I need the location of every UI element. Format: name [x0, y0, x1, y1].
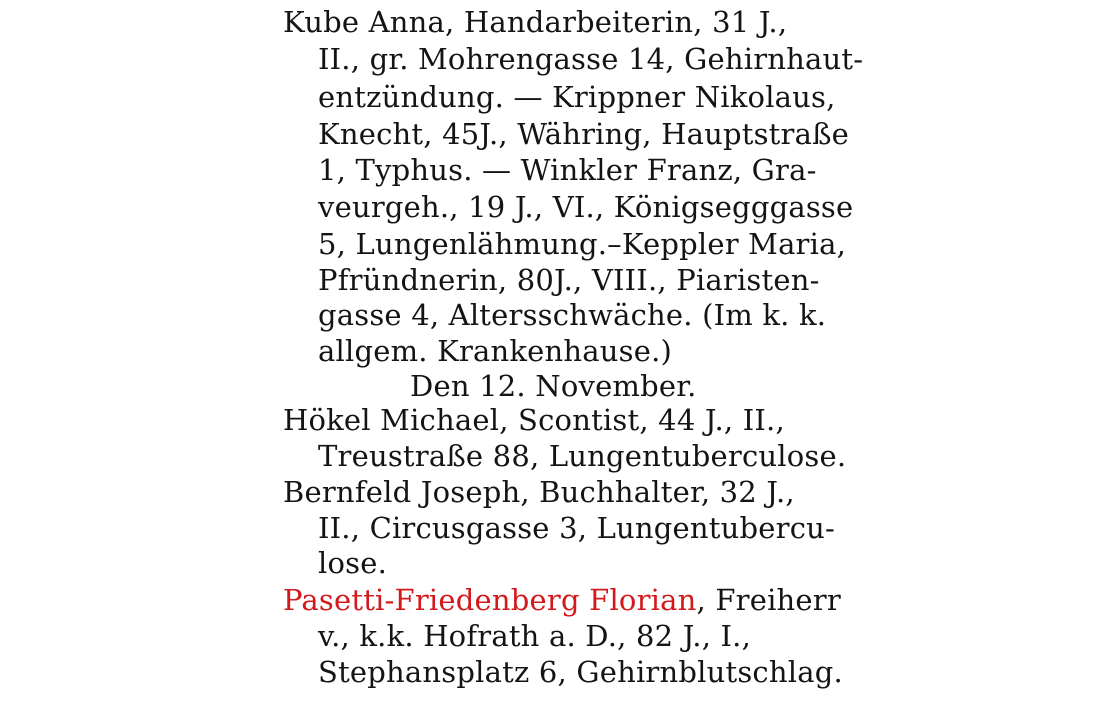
- entry-line-4: Knecht, 45J., Währing, Hauptstraße: [318, 117, 850, 151]
- entry-line-8: Pfründnerin, 80J., VIII., Piaristen-: [318, 263, 820, 297]
- highlighted-entry-line-3: Stephansplatz 6, Gehirnblutschlag.: [318, 655, 843, 689]
- entry-line-14: II., Circusgasse 3, Lungentubercu-: [318, 511, 836, 545]
- entry-line-5: 1, Typhus. — Winkler Franz, Gra-: [318, 153, 817, 187]
- entry-line-11: Hökel Michael, Scontist, 44 J., II.,: [283, 403, 785, 437]
- date-heading: Den 12. November.: [410, 369, 697, 403]
- entry-line-13: Bernfeld Joseph, Buchhalter, 32 J.,: [283, 475, 795, 509]
- entry-line-10: allgem. Krankenhause.): [318, 334, 673, 368]
- entry-line-1: Kube Anna, Handarbeiterin, 31 J.,: [283, 5, 788, 39]
- highlighted-entry-line-1: [283, 582, 841, 618]
- entry-line-2: II., gr. Mohrengasse 14, Gehirnhaut-: [318, 42, 864, 76]
- entry-line-12: Treustraße 88, Lungentuberculose.: [318, 439, 847, 473]
- entry-line-7: 5, Lungenlähmung.–Keppler Maria,: [318, 227, 847, 261]
- highlighted-entry-line-2: v., k.k. Hofrath a. D., 82 J., I.,: [318, 619, 752, 653]
- highlighted-entry-title: , Freiherr: [696, 583, 841, 617]
- entry-line-15: lose.: [318, 546, 387, 580]
- entry-line-6: veurgeh., 19 J., VI., Königsegggasse: [318, 190, 854, 224]
- entry-line-3: entzündung. — Krippner Nikolaus,: [318, 80, 836, 114]
- highlighted-name: Pasetti-Friedenberg Florian: [283, 583, 697, 617]
- entry-line-9: gasse 4, Altersschwäche. (Im k. k.: [318, 298, 827, 332]
